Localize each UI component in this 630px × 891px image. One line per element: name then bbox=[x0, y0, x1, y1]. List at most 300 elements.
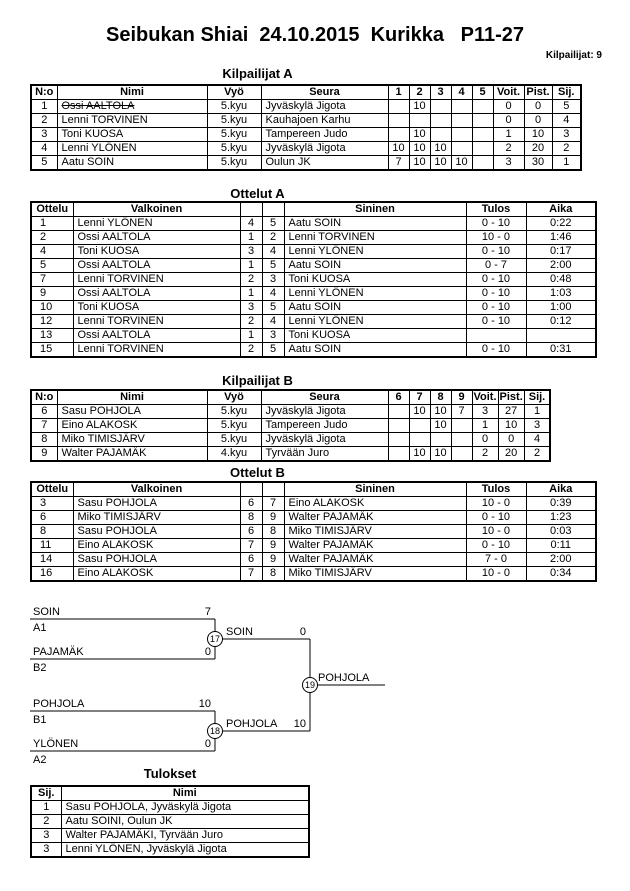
table-cell: 0:39 bbox=[526, 497, 596, 511]
table-cell: 3 bbox=[31, 497, 73, 511]
table-cell: 1 bbox=[240, 287, 262, 301]
table-cell: 5 bbox=[31, 259, 73, 273]
table-cell: 1:23 bbox=[526, 511, 596, 525]
table-cell: Jyväskylä Jigota bbox=[261, 433, 388, 447]
table-row bbox=[31, 525, 596, 539]
table-cell bbox=[472, 114, 493, 128]
table-cell: Aatu SOIN bbox=[284, 259, 466, 273]
table-cell: 10 - 0 bbox=[466, 567, 526, 582]
table-row bbox=[31, 301, 596, 315]
table-cell: 0 bbox=[524, 114, 552, 128]
table-cell: Lenni YLÖNEN, Jyväskylä Jigota bbox=[61, 843, 309, 858]
table-row bbox=[31, 567, 596, 582]
table-cell: 3 bbox=[240, 301, 262, 315]
table-cell: 10 bbox=[409, 156, 430, 171]
table-cell: 1 bbox=[240, 259, 262, 273]
table-cell: 4 bbox=[262, 287, 284, 301]
table-cell: 10 bbox=[409, 100, 430, 114]
table-cell: 2:00 bbox=[526, 259, 596, 273]
bracket-sf1-top-seed: A1 bbox=[33, 622, 47, 634]
table-cell: Eino ALAKOSK bbox=[73, 567, 240, 582]
table-cell: 5 bbox=[262, 301, 284, 315]
table-row bbox=[31, 128, 581, 142]
column-header: 4 bbox=[451, 85, 472, 100]
table-row bbox=[31, 114, 581, 128]
table-cell: 16 bbox=[31, 567, 73, 582]
table-cell bbox=[430, 433, 451, 447]
column-header: Aika bbox=[526, 482, 596, 497]
table-cell: 2 bbox=[262, 231, 284, 245]
table-row bbox=[31, 539, 596, 553]
elimination-bracket bbox=[25, 598, 405, 773]
bracket-sf1-winner-score: 0 bbox=[299, 626, 306, 638]
table-cell: Ossi AALTOLA bbox=[73, 329, 240, 343]
table-cell: 7 - 0 bbox=[466, 553, 526, 567]
tulokset-table bbox=[30, 785, 310, 858]
table-cell bbox=[409, 114, 430, 128]
table-row bbox=[31, 343, 596, 358]
column-header: Vyö bbox=[207, 85, 261, 100]
table-cell bbox=[472, 142, 493, 156]
column-header: Seura bbox=[261, 85, 388, 100]
kilpailijat-b-table bbox=[30, 389, 551, 462]
table-cell bbox=[451, 114, 472, 128]
table-cell: 0:48 bbox=[526, 273, 596, 287]
table-cell: 7 bbox=[262, 497, 284, 511]
table-cell: 4 bbox=[552, 114, 581, 128]
table-cell: 13 bbox=[31, 329, 73, 343]
column-header: Aika bbox=[526, 202, 596, 217]
table-cell: 4 bbox=[31, 142, 57, 156]
column-header bbox=[240, 202, 262, 217]
column-header: 1 bbox=[388, 85, 409, 100]
table-cell: Walter PAJAMÄK bbox=[284, 511, 466, 525]
table-cell: Jyväskylä Jigota bbox=[261, 100, 388, 114]
table-cell: Sasu POHJOLA bbox=[73, 525, 240, 539]
table-cell bbox=[430, 128, 451, 142]
table-cell: 5 bbox=[31, 156, 57, 171]
table-cell: Tyrvään Juro bbox=[261, 447, 388, 462]
column-header: 8 bbox=[430, 390, 451, 405]
table-cell: 5 bbox=[262, 259, 284, 273]
table-cell: Sasu POHJOLA bbox=[57, 405, 207, 419]
table-cell: Eino ALAKOSK bbox=[73, 539, 240, 553]
header-row bbox=[31, 390, 550, 405]
table-cell: 8 bbox=[240, 511, 262, 525]
table-cell: 6 bbox=[240, 553, 262, 567]
ottelut-a-table bbox=[30, 201, 597, 358]
table-cell: 2 bbox=[31, 815, 61, 829]
column-header bbox=[240, 482, 262, 497]
table-cell: 0 - 10 bbox=[466, 273, 526, 287]
table-cell: 1 bbox=[524, 405, 550, 419]
column-header bbox=[262, 202, 284, 217]
table-cell: Walter PAJAMÄKI, Tyrvään Juro bbox=[61, 829, 309, 843]
table-cell: 6 bbox=[31, 511, 73, 525]
header-row bbox=[31, 85, 581, 100]
table-cell: 0 - 10 bbox=[466, 511, 526, 525]
table-cell: 5.kyu bbox=[207, 142, 261, 156]
table-cell: 4 bbox=[524, 433, 550, 447]
section-heading-ottelut-b: Ottelut B bbox=[230, 465, 285, 480]
table-cell: Jyväskylä Jigota bbox=[261, 142, 388, 156]
table-cell: Kauhajoen Karhu bbox=[261, 114, 388, 128]
table-cell: Tampereen Judo bbox=[261, 128, 388, 142]
table-cell: Lenni YLÖNEN bbox=[57, 142, 207, 156]
table-cell: 10 bbox=[430, 419, 451, 433]
competitors-count: Kilpailijat: 9 bbox=[545, 50, 602, 61]
table-cell: 9 bbox=[31, 447, 57, 462]
section-heading-tulokset: Tulokset bbox=[143, 766, 197, 781]
table-cell: 14 bbox=[31, 553, 73, 567]
table-cell: 5.kyu bbox=[207, 419, 261, 433]
table-cell: 1:03 bbox=[526, 287, 596, 301]
table-cell: 4 bbox=[240, 217, 262, 231]
table-cell bbox=[451, 100, 472, 114]
column-header: 3 bbox=[430, 85, 451, 100]
table-cell: Lenni TORVINEN bbox=[73, 273, 240, 287]
table-cell: 20 bbox=[524, 142, 552, 156]
table-cell: 10 bbox=[498, 419, 524, 433]
table-row bbox=[31, 156, 581, 171]
table-row bbox=[31, 815, 309, 829]
table-cell: 7 bbox=[240, 567, 262, 582]
table-row bbox=[31, 801, 309, 815]
table-cell: 10 bbox=[388, 142, 409, 156]
table-cell: 1 bbox=[31, 217, 73, 231]
kilpailijat-a-table bbox=[30, 84, 582, 171]
column-header bbox=[262, 482, 284, 497]
table-cell: 3 bbox=[493, 156, 524, 171]
table-cell: Aatu SOIN bbox=[284, 343, 466, 358]
table-cell: Sasu POHJOLA bbox=[73, 497, 240, 511]
bracket-sf2-bottom-seed: A2 bbox=[33, 754, 47, 766]
bracket-final-match-number: 19 bbox=[304, 680, 316, 690]
table-row bbox=[31, 843, 309, 858]
table-cell: 4 bbox=[31, 245, 73, 259]
table-row bbox=[31, 511, 596, 525]
ottelut-b-table bbox=[30, 481, 597, 582]
column-header: Pist. bbox=[524, 85, 552, 100]
table-cell bbox=[430, 100, 451, 114]
table-cell bbox=[430, 114, 451, 128]
table-cell: 1 bbox=[31, 801, 61, 815]
column-header: 5 bbox=[472, 85, 493, 100]
table-cell: 0:11 bbox=[526, 539, 596, 553]
bracket-sf1-top-score: 7 bbox=[204, 606, 211, 618]
table-row bbox=[31, 419, 550, 433]
table-cell: 6 bbox=[31, 405, 57, 419]
table-cell: 3 bbox=[31, 843, 61, 858]
table-cell: 20 bbox=[498, 447, 524, 462]
table-cell: 3 bbox=[524, 419, 550, 433]
table-cell: Jyväskylä Jigota bbox=[261, 405, 388, 419]
column-header: Sij. bbox=[552, 85, 581, 100]
table-cell: 2 bbox=[31, 114, 57, 128]
table-cell: 10 bbox=[409, 447, 430, 462]
table-cell: Tampereen Judo bbox=[261, 419, 388, 433]
table-cell: Aatu SOIN bbox=[284, 301, 466, 315]
table-cell bbox=[472, 128, 493, 142]
table-cell: 4.kyu bbox=[207, 447, 261, 462]
table-cell: Lenni TORVINEN bbox=[73, 315, 240, 329]
table-cell: 7 bbox=[388, 156, 409, 171]
table-cell: 2 bbox=[240, 343, 262, 358]
table-cell: 6 bbox=[240, 497, 262, 511]
table-cell: 5 bbox=[552, 100, 581, 114]
table-cell: 4 bbox=[262, 315, 284, 329]
table-row bbox=[31, 405, 550, 419]
table-cell: 10 bbox=[409, 142, 430, 156]
table-cell: 2 bbox=[493, 142, 524, 156]
table-cell: 1 bbox=[552, 156, 581, 171]
table-cell: 0 - 10 bbox=[466, 245, 526, 259]
bracket-sf2-top-seed: B1 bbox=[33, 714, 47, 726]
table-cell: 10 bbox=[430, 447, 451, 462]
table-cell: Miko TIMISJÄRV bbox=[73, 511, 240, 525]
table-cell: 1 bbox=[472, 419, 498, 433]
table-cell: 2 bbox=[472, 447, 498, 462]
table-cell: Toni KUOSA bbox=[57, 128, 207, 142]
table-cell: 5.kyu bbox=[207, 128, 261, 142]
table-cell: Walter PAJAMÄK bbox=[57, 447, 207, 462]
table-cell: 0 - 7 bbox=[466, 259, 526, 273]
table-cell bbox=[388, 405, 409, 419]
table-cell bbox=[451, 433, 472, 447]
table-cell: Ossi AALTOLA bbox=[73, 231, 240, 245]
table-cell: Miko TIMISJÄRV bbox=[57, 433, 207, 447]
table-cell: 3 bbox=[31, 128, 57, 142]
column-header: 7 bbox=[409, 390, 430, 405]
table-cell: Aatu SOIN bbox=[284, 217, 466, 231]
table-cell: 10 - 0 bbox=[466, 231, 526, 245]
table-cell bbox=[472, 100, 493, 114]
column-header: Nimi bbox=[57, 390, 207, 405]
table-cell bbox=[451, 447, 472, 462]
table-cell: 10 bbox=[524, 128, 552, 142]
table-row bbox=[31, 100, 581, 114]
table-cell: Oulun JK bbox=[261, 156, 388, 171]
table-cell bbox=[526, 329, 596, 343]
table-cell: 2 bbox=[552, 142, 581, 156]
table-cell: 0 - 10 bbox=[466, 287, 526, 301]
table-cell: 11 bbox=[31, 539, 73, 553]
table-cell: Ossi AALTOLA bbox=[73, 287, 240, 301]
table-cell: 10 bbox=[409, 128, 430, 142]
table-cell bbox=[451, 419, 472, 433]
table-cell: 0 - 10 bbox=[466, 343, 526, 358]
table-cell bbox=[409, 433, 430, 447]
column-header: Voit. bbox=[473, 391, 497, 403]
column-header: Valkoinen bbox=[73, 202, 240, 217]
table-cell: Toni KUOSA bbox=[73, 245, 240, 259]
table-cell: Walter PAJAMÄK bbox=[284, 539, 466, 553]
table-cell: 10 bbox=[430, 156, 451, 171]
column-header: Ottelu bbox=[31, 202, 73, 217]
table-cell: 0:34 bbox=[526, 567, 596, 582]
table-cell: 10 bbox=[409, 405, 430, 419]
column-header: 6 bbox=[388, 390, 409, 405]
column-header: Sininen bbox=[284, 202, 466, 217]
column-header: Seura bbox=[261, 390, 388, 405]
table-cell: 8 bbox=[31, 525, 73, 539]
table-cell: 0 - 10 bbox=[466, 315, 526, 329]
table-cell: 9 bbox=[31, 287, 73, 301]
table-cell: 0 bbox=[472, 433, 498, 447]
table-cell: 2 bbox=[524, 447, 550, 462]
table-cell: 3 bbox=[552, 128, 581, 142]
section-heading-kilpailijat-a: Kilpailijat A bbox=[222, 66, 293, 81]
table-cell: 6 bbox=[240, 525, 262, 539]
column-header: Tulos bbox=[466, 482, 526, 497]
table-cell: 8 bbox=[262, 525, 284, 539]
table-cell: 10 - 0 bbox=[466, 497, 526, 511]
table-row bbox=[31, 287, 596, 301]
table-cell: Lenni YLÖNEN bbox=[284, 315, 466, 329]
table-cell bbox=[466, 329, 526, 343]
column-header: N:o bbox=[31, 85, 57, 100]
table-cell: Walter PAJAMÄK bbox=[284, 553, 466, 567]
table-cell: Eino ALAKOSK bbox=[57, 419, 207, 433]
table-cell: 5.kyu bbox=[207, 100, 261, 114]
table-cell: Toni KUOSA bbox=[73, 301, 240, 315]
section-heading-ottelut-a: Ottelut A bbox=[230, 186, 285, 201]
table-cell bbox=[388, 419, 409, 433]
table-cell: Toni KUOSA bbox=[284, 329, 466, 343]
table-cell: 3 bbox=[31, 829, 61, 843]
table-cell: 8 bbox=[31, 433, 57, 447]
bracket-sf1-bottom-score: 0 bbox=[204, 646, 211, 658]
bracket-sf2-top-score: 10 bbox=[198, 698, 211, 710]
header-row bbox=[31, 786, 309, 801]
bracket-sf1-top-name: SOIN bbox=[33, 606, 60, 618]
table-cell: 0:03 bbox=[526, 525, 596, 539]
column-header: Pist. bbox=[499, 391, 523, 403]
table-cell bbox=[388, 114, 409, 128]
table-cell: 27 bbox=[498, 405, 524, 419]
table-cell: 9 bbox=[262, 553, 284, 567]
table-cell: 7 bbox=[451, 405, 472, 419]
column-header: Nimi bbox=[57, 85, 207, 100]
column-header: 9 bbox=[451, 390, 472, 405]
table-row bbox=[31, 553, 596, 567]
table-cell bbox=[451, 128, 472, 142]
table-cell: 0 bbox=[493, 114, 524, 128]
column-header: 2 bbox=[409, 85, 430, 100]
bracket-sf2-top-name: POHJOLA bbox=[33, 698, 85, 710]
bracket-final-winner-name: POHJOLA bbox=[318, 672, 370, 684]
table-cell: 5.kyu bbox=[207, 156, 261, 171]
column-header: Sij. bbox=[524, 390, 550, 405]
bracket-sf1-bottom-seed: B2 bbox=[33, 662, 47, 674]
table-cell: 7 bbox=[240, 539, 262, 553]
bracket-sf1-winner-name: SOIN bbox=[226, 626, 253, 638]
table-cell: 10 bbox=[430, 142, 451, 156]
table-cell: Lenni TORVINEN bbox=[284, 231, 466, 245]
table-cell bbox=[388, 433, 409, 447]
table-cell: Miko TIMISJÄRV bbox=[284, 525, 466, 539]
table-cell bbox=[388, 447, 409, 462]
table-cell: 5.kyu bbox=[207, 433, 261, 447]
table-cell: 7 bbox=[31, 419, 57, 433]
table-cell: 3 bbox=[240, 245, 262, 259]
table-cell: Lenni YLÖNEN bbox=[284, 287, 466, 301]
table-cell: 3 bbox=[472, 405, 498, 419]
table-row bbox=[31, 217, 596, 231]
table-cell: 9 bbox=[262, 511, 284, 525]
table-cell: Aatu SOIN bbox=[57, 156, 207, 171]
page-title: Seibukan Shiai 24.10.2015 Kurikka P11-27 bbox=[105, 24, 525, 46]
column-header: Vyö bbox=[207, 390, 261, 405]
column-header: Sininen bbox=[284, 482, 466, 497]
table-cell: 12 bbox=[31, 315, 73, 329]
table-cell: 1 bbox=[240, 329, 262, 343]
table-cell: Lenni TORVINEN bbox=[73, 343, 240, 358]
table-cell: 1 bbox=[240, 231, 262, 245]
table-cell: 10 - 0 bbox=[466, 525, 526, 539]
table-cell: Eino ALAKOSK bbox=[284, 497, 466, 511]
table-cell: 5.kyu bbox=[207, 405, 261, 419]
table-row bbox=[31, 142, 581, 156]
section-heading-kilpailijat-b: Kilpailijat B bbox=[222, 373, 293, 388]
header-row bbox=[31, 482, 596, 497]
bracket-sf1-bottom-name: PAJAMÄK bbox=[33, 646, 84, 658]
column-header: Tulos bbox=[466, 202, 526, 217]
table-row bbox=[31, 273, 596, 287]
table-cell: 0:22 bbox=[526, 217, 596, 231]
table-cell bbox=[388, 100, 409, 114]
table-cell: 1 bbox=[31, 100, 57, 114]
column-header: Voit. bbox=[493, 85, 524, 100]
table-cell: 30 bbox=[524, 156, 552, 171]
table-cell bbox=[388, 128, 409, 142]
table-cell: 2 bbox=[240, 273, 262, 287]
table-cell: 1:46 bbox=[526, 231, 596, 245]
table-cell: 0 bbox=[493, 100, 524, 114]
table-cell: 9 bbox=[262, 539, 284, 553]
table-cell: 0 bbox=[524, 100, 552, 114]
table-cell: 0:12 bbox=[526, 315, 596, 329]
table-cell: 0 - 10 bbox=[466, 539, 526, 553]
bracket-sf2-bottom-name: YLÖNEN bbox=[33, 738, 79, 750]
table-row bbox=[31, 829, 309, 843]
column-header: Nimi bbox=[61, 786, 309, 801]
bracket-sf2-winner-name: POHJOLA bbox=[226, 718, 278, 730]
header-row bbox=[31, 202, 596, 217]
bracket-sf2-bottom-score: 0 bbox=[204, 738, 211, 750]
bracket-sf1-match-number: 17 bbox=[209, 634, 221, 644]
column-header: Ottelu bbox=[31, 482, 73, 497]
table-cell: 2:00 bbox=[526, 553, 596, 567]
table-cell: 8 bbox=[262, 567, 284, 582]
table-cell: Ossi AALTOLA bbox=[57, 100, 207, 114]
table-cell: 10 bbox=[430, 405, 451, 419]
column-header: N:o bbox=[31, 390, 57, 405]
table-cell: 3 bbox=[262, 329, 284, 343]
table-cell: Sasu POHJOLA bbox=[73, 553, 240, 567]
table-cell: 10 bbox=[31, 301, 73, 315]
table-cell: 0 bbox=[498, 433, 524, 447]
table-cell bbox=[451, 142, 472, 156]
bracket-sf2-match-number: 18 bbox=[209, 726, 221, 736]
table-cell: Lenni YLÖNEN bbox=[73, 217, 240, 231]
table-row bbox=[31, 329, 596, 343]
table-cell: 5.kyu bbox=[207, 114, 261, 128]
table-cell: Sasu POHJOLA, Jyväskylä Jigota bbox=[61, 801, 309, 815]
table-cell: 0:17 bbox=[526, 245, 596, 259]
table-cell: 1:00 bbox=[526, 301, 596, 315]
table-cell: 5 bbox=[262, 343, 284, 358]
